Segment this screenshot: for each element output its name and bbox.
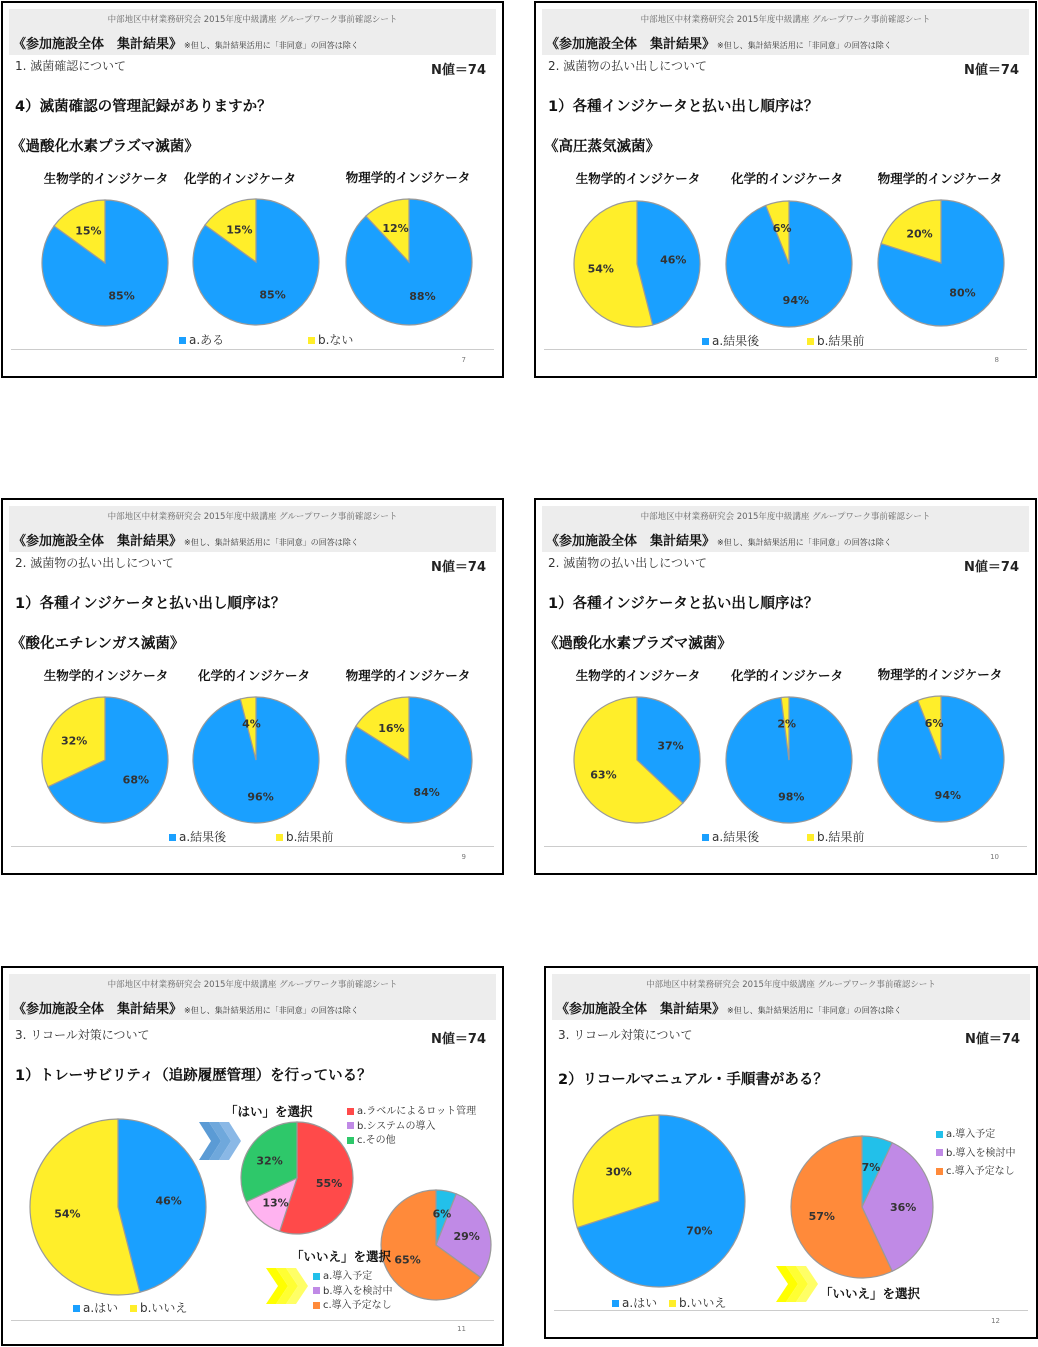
pie-chart (877, 695, 1005, 823)
legend-item (308, 333, 353, 347)
legend-swatch (313, 1273, 320, 1280)
n-value: N値＝74 (964, 63, 1019, 78)
legend-label: c.導入予定なし (946, 1166, 1015, 1177)
pie-chart (725, 200, 853, 328)
slide-header (542, 9, 1029, 55)
legend-item (807, 830, 864, 844)
pie-data-label: 63% (590, 768, 617, 782)
pie-data-label: 4% (242, 717, 261, 731)
pie-chart (41, 199, 169, 327)
question: 1）各種インジケータと払い出し順序は？ (548, 596, 819, 612)
n-value: N値＝74 (431, 1032, 486, 1047)
pie-title: 化学的インジケータ (184, 171, 296, 186)
legend-swatch (936, 1149, 943, 1156)
legend-item (276, 830, 333, 844)
pie-chart (573, 200, 701, 328)
pie-data-label: 65% (394, 1253, 421, 1267)
header-note: ※但し、集計結果活用に「非同意」の回答は除く (184, 41, 359, 50)
method-title: 《高圧蒸気滅菌》 (544, 139, 660, 155)
slide-header (542, 506, 1029, 552)
method-title: 《過酸化水素プラズマ滅菌》 (544, 636, 732, 652)
header-title: 《参加施設全体 集計結果》 (546, 37, 716, 52)
page-number: 7 (461, 356, 466, 364)
slide-11 (1, 966, 504, 1346)
legend (169, 828, 363, 845)
pie-data-label: 70% (686, 1224, 713, 1238)
question: 1）各種インジケータと払い出し順序は？ (548, 99, 819, 115)
legend-label: b.いいえ (679, 1296, 727, 1310)
legend-label: b.結果前 (817, 334, 865, 348)
header-note: ※但し、集計結果活用に「非同意」の回答は除く (184, 1006, 359, 1015)
pie-title: 物理学的インジケータ (877, 171, 1003, 186)
slide-8 (534, 1, 1037, 378)
question: 1）各種インジケータと払い出し順序は？ (15, 596, 286, 612)
pie-title: 物理学的インジケータ (345, 170, 471, 185)
header-title: 《参加施設全体 集計結果》 (556, 1002, 726, 1017)
pie-title: 化学的インジケータ (198, 668, 310, 683)
pie-title: 生物学的インジケータ (575, 668, 701, 683)
pie-data-label: 6% (772, 222, 792, 236)
pie-chart (345, 198, 473, 326)
slide-9 (1, 498, 504, 875)
slide-7 (1, 1, 504, 378)
legend (702, 828, 894, 845)
header-title: 《参加施設全体 集計結果》 (546, 534, 716, 549)
pie-data-label: 16% (378, 721, 405, 735)
header-main (13, 998, 359, 1017)
legend-label: b.結果前 (286, 830, 334, 844)
pie-data-label: 32% (256, 1154, 283, 1168)
page-number: 10 (990, 853, 999, 861)
legend-swatch (276, 834, 283, 841)
header-title: 《参加施設全体 集計結果》 (13, 534, 183, 549)
no-legend (313, 1270, 393, 1314)
header-top: 中部地区中材業務研究会 2015年度中級講座 グループワーク事前確認シート (646, 980, 936, 990)
legend-label: b.導入を検討中 (323, 1285, 393, 1297)
header-top: 中部地区中材業務研究会 2015年度中級講座 グループワーク事前確認シート (640, 15, 931, 25)
legend-item (807, 334, 864, 348)
pie-data-label: 15% (226, 223, 253, 237)
n-value: N値＝74 (431, 560, 486, 575)
pie-data-label: 54% (587, 262, 614, 276)
page-number: 11 (457, 1325, 466, 1333)
legend-swatch (347, 1137, 354, 1144)
pie-data-label: 15% (75, 224, 102, 238)
header-main (546, 33, 892, 52)
header-main (556, 998, 902, 1017)
question: 2）リコールマニュアル・手順書がある？ (558, 1072, 828, 1088)
no-callout: 「いいえ」を選択 (820, 1286, 921, 1301)
legend-label: b.導入を検討中 (946, 1147, 1016, 1159)
legend-item (347, 1134, 476, 1149)
legend-item (313, 1270, 393, 1285)
pie-data-label: 7% (861, 1160, 881, 1174)
pie-data-label: 57% (808, 1209, 835, 1223)
pie-data-label: 20% (906, 227, 933, 241)
legend-label: a.導入予定 (946, 1129, 996, 1140)
header-title: 《参加施設全体 集計結果》 (13, 1002, 183, 1017)
header-top: 中部地区中材業務研究会 2015年度中級講座 グループワーク事前確認シート (107, 980, 398, 990)
legend-swatch (73, 1305, 80, 1312)
legend-item (702, 830, 759, 844)
legend-swatch (313, 1287, 320, 1294)
pie-data-label: 13% (262, 1196, 289, 1210)
legend-label: b.いいえ (140, 1301, 188, 1315)
legend-swatch (702, 338, 709, 345)
legend-item (612, 1296, 657, 1310)
legend-swatch (130, 1305, 137, 1312)
header-main (13, 530, 359, 549)
n-value: N値＝74 (965, 1032, 1020, 1047)
slide-12 (544, 966, 1038, 1339)
legend-swatch (179, 337, 186, 344)
pie-data-label: 94% (934, 788, 962, 802)
footer-rule (11, 349, 494, 350)
legend-swatch (308, 337, 315, 344)
pie-title: 生物学的インジケータ (43, 171, 169, 186)
section-title: 2. 滅菌物の払い出しについて (548, 556, 708, 570)
pie-data-label: 6% (924, 717, 944, 731)
pie-data-label: 30% (605, 1165, 632, 1179)
legend-label: c.導入予定なし (323, 1300, 392, 1311)
n-value: N値＝74 (431, 63, 486, 78)
slide-10 (534, 498, 1037, 875)
pie-chart (725, 696, 853, 824)
pie-data-label: 29% (453, 1230, 480, 1244)
no-callout: 「いいえ」を選択 (291, 1249, 392, 1264)
legend-label: a.はい (622, 1296, 658, 1310)
legend-item (73, 1301, 118, 1315)
section-title: 3. リコール対策について (558, 1028, 693, 1042)
legend (612, 1294, 726, 1311)
legend-swatch (612, 1300, 619, 1307)
pie-data-label: 36% (890, 1201, 917, 1214)
yes-legend (347, 1105, 476, 1149)
pie-title: 物理学的インジケータ (877, 667, 1003, 682)
sub-pie-chart (240, 1121, 354, 1235)
main-pie-chart (572, 1114, 746, 1288)
pie-chart (345, 696, 473, 824)
pie-title: 化学的インジケータ (731, 171, 843, 186)
legend-item (936, 1128, 1016, 1143)
legend-item (347, 1105, 476, 1120)
page-number: 12 (991, 1317, 1000, 1325)
footer-rule (544, 846, 1027, 847)
header-note: ※但し、集計結果活用に「非同意」の回答は除く (717, 41, 892, 50)
legend-label: a.結果後 (179, 830, 227, 844)
legend-label: a.結果後 (712, 334, 760, 348)
slide-header (9, 506, 496, 552)
question: 4）滅菌確認の管理記録がありますか？ (15, 99, 272, 115)
legend-item (169, 830, 226, 844)
legend-swatch (313, 1302, 320, 1309)
section-title: 1. 滅菌確認について (15, 59, 127, 73)
sub-pie-chart (380, 1189, 492, 1301)
legend-label: a.はい (83, 1301, 119, 1315)
pie-data-label: 85% (108, 289, 135, 303)
footer-rule (11, 846, 494, 847)
pie-data-label: 46% (155, 1194, 182, 1208)
legend-label: c.その他 (357, 1135, 396, 1146)
header-note: ※但し、集計結果活用に「非同意」の回答は除く (717, 538, 892, 547)
page-number: 9 (461, 853, 466, 861)
legend-swatch (936, 1131, 943, 1138)
pie-data-label: 2% (777, 717, 797, 731)
pie-chart (573, 696, 701, 824)
pie-data-label: 6% (432, 1207, 452, 1221)
pie-data-label: 54% (54, 1207, 81, 1221)
pie-data-label: 80% (949, 286, 976, 300)
legend-swatch (702, 834, 709, 841)
legend-item (669, 1296, 726, 1310)
arrow-icon (776, 1264, 822, 1304)
legend-label: a.結果後 (712, 830, 760, 844)
legend-item (179, 333, 224, 347)
legend-swatch (169, 834, 176, 841)
pie-data-label: 46% (660, 253, 687, 267)
legend (702, 332, 894, 349)
no-legend (936, 1128, 1016, 1180)
header-title: 《参加施設全体 集計結果》 (13, 37, 183, 52)
legend-item (702, 334, 759, 348)
n-value: N値＝74 (964, 560, 1019, 575)
legend-swatch (936, 1168, 943, 1175)
pie-chart (877, 199, 1005, 327)
legend-swatch (347, 1108, 354, 1115)
pie-data-label: 55% (315, 1177, 343, 1191)
method-title: 《過酸化水素プラズマ滅菌》 (11, 139, 199, 155)
yes-callout: 「はい」を選択 (225, 1104, 313, 1119)
pie-chart (192, 696, 320, 824)
legend-item (313, 1299, 393, 1314)
pie-data-label: 32% (60, 734, 88, 748)
header-note: ※但し、集計結果活用に「非同意」の回答は除く (184, 538, 359, 547)
arrow-icon (199, 1120, 245, 1162)
slide-header (9, 9, 496, 55)
question: 1）トレーサビリティ（追跡履歴管理）を行っている？ (15, 1068, 372, 1084)
legend-label: a.ある (189, 333, 225, 347)
legend-label: b.結果前 (817, 830, 865, 844)
footer-rule (11, 1320, 494, 1321)
pie-data-label: 94% (782, 293, 810, 307)
pie-data-label: 68% (122, 773, 150, 787)
legend-swatch (347, 1122, 354, 1129)
header-note: ※但し、集計結果活用に「非同意」の回答は除く (727, 1006, 902, 1015)
pie-data-label: 37% (657, 739, 684, 753)
header-top: 中部地区中材業務研究会 2015年度中級講座 グループワーク事前確認シート (107, 512, 398, 522)
legend-item (936, 1147, 1016, 1162)
arrow-icon (266, 1266, 312, 1306)
legend-swatch (807, 834, 814, 841)
header-top: 中部地区中材業務研究会 2015年度中級講座 グループワーク事前確認シート (107, 15, 398, 25)
legend-item (936, 1165, 1016, 1180)
pie-title: 化学的インジケータ (731, 668, 843, 683)
legend-label: b.ない (318, 333, 354, 347)
main-pie-chart (29, 1118, 207, 1296)
pie-data-label: 12% (382, 222, 409, 236)
slide-header (9, 974, 496, 1020)
legend-swatch (669, 1300, 676, 1307)
pie-title: 生物学的インジケータ (43, 668, 169, 683)
legend-swatch (807, 338, 814, 345)
legend-item (130, 1301, 187, 1315)
legend-item (347, 1120, 476, 1135)
page-number: 8 (994, 356, 999, 364)
section-title: 2. 滅菌物の払い出しについて (548, 59, 708, 73)
sub-pie-chart (790, 1135, 934, 1279)
legend-label: a.導入予定 (323, 1271, 373, 1282)
footer-rule (544, 349, 1027, 350)
pie-title: 生物学的インジケータ (575, 171, 701, 186)
section-title: 2. 滅菌物の払い出しについて (15, 556, 175, 570)
header-top: 中部地区中材業務研究会 2015年度中級講座 グループワーク事前確認シート (640, 512, 931, 522)
method-title: 《酸化エチレンガス滅菌》 (11, 636, 185, 652)
slide-header (552, 974, 1030, 1020)
pie-chart (192, 198, 320, 326)
pie-data-label: 85% (259, 288, 286, 302)
legend (179, 331, 383, 348)
pie-data-label: 88% (409, 289, 436, 303)
section-title: 3. リコール対策について (15, 1028, 150, 1042)
pie-chart (41, 696, 169, 824)
footer-rule (554, 1310, 1028, 1311)
header-main (546, 530, 892, 549)
header-main (13, 33, 359, 52)
legend-label: a.ラベルによるロット管理 (357, 1106, 477, 1117)
pie-data-label: 96% (247, 790, 274, 804)
legend-item (313, 1285, 393, 1300)
legend-label: b.システムの導入 (357, 1120, 436, 1132)
legend (73, 1299, 187, 1316)
pie-data-label: 98% (778, 790, 805, 804)
pie-title: 物理学的インジケータ (345, 668, 471, 683)
pie-data-label: 84% (413, 786, 440, 800)
